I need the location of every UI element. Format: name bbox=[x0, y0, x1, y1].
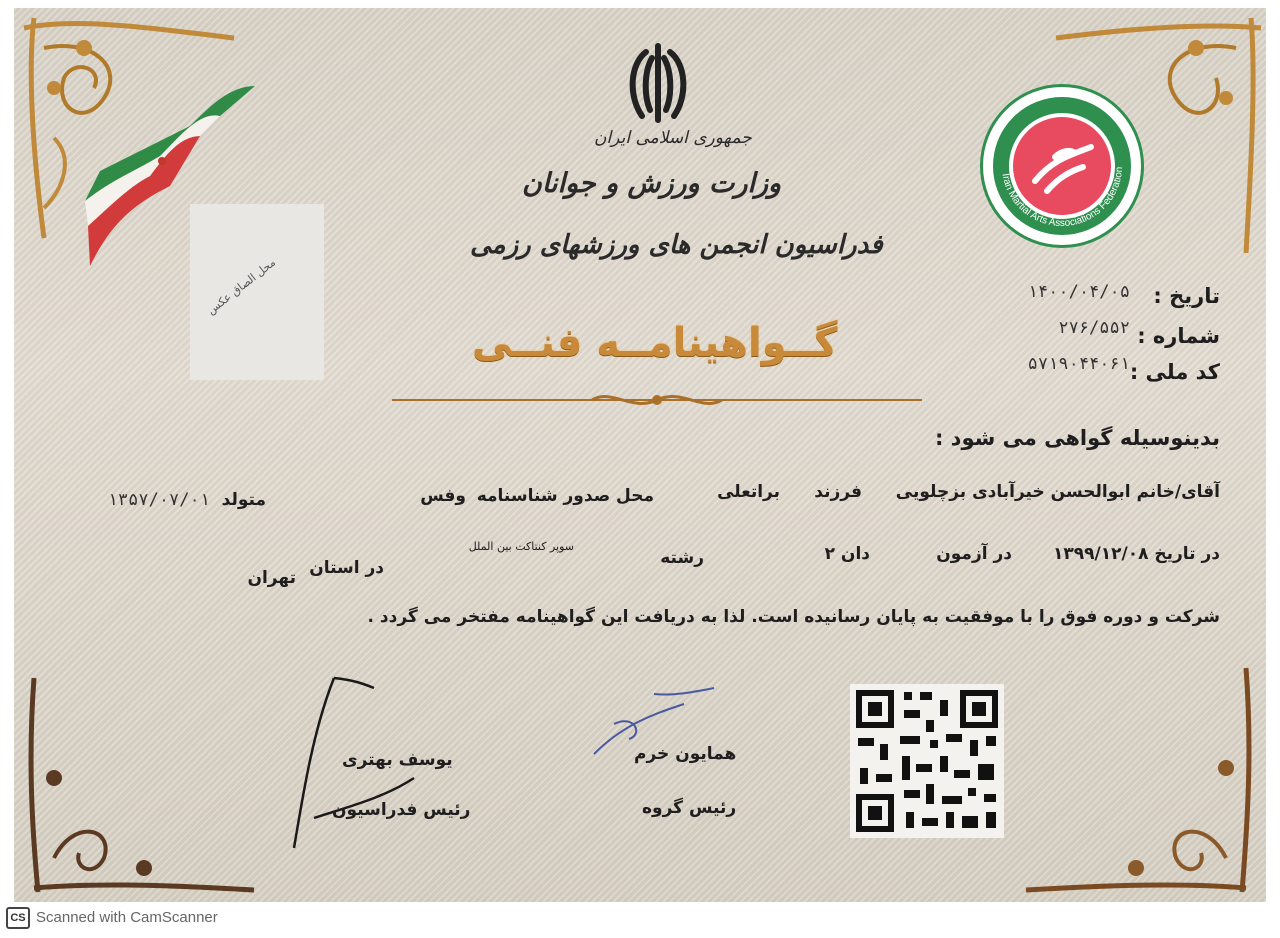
born-value: ۱۳۵۷/۰۷/۰۱ bbox=[107, 490, 210, 510]
father-label: فرزند bbox=[814, 482, 862, 502]
issue-place-label: محل صدور شناسنامه bbox=[476, 486, 654, 506]
certificate-title: گــواهینامــه فنــی bbox=[472, 320, 838, 366]
camscanner-logo-icon: CS bbox=[6, 907, 30, 929]
born-label: متولد bbox=[221, 490, 266, 510]
header-republic: جمهوری اسلامی ایران bbox=[594, 128, 752, 148]
field-value: سوپر کنتاکت بین الملل bbox=[468, 540, 574, 553]
date-value: ۱۴۰۰/۰۴/۰۵ bbox=[1027, 282, 1130, 302]
president-name: یوسف بهتری bbox=[342, 750, 453, 770]
dan-level: دان ۲ bbox=[824, 544, 870, 564]
svg-text:Iran Martial Arts Associations bbox=[1000, 166, 1126, 229]
photo-placeholder-label: محل الصاق عکس bbox=[204, 255, 279, 318]
exam-label: در آزمون bbox=[936, 544, 1012, 564]
certificate-paper bbox=[14, 8, 1266, 902]
completion-statement: شرکت و دوره فوق را با موفقیت به پایان رسانیده است. لذا به دریافت این گواهینامه مفتخر می گردد . bbox=[367, 607, 1220, 627]
title-divider bbox=[392, 388, 922, 412]
number-value: ۲۷۶/۵۵۲ bbox=[1058, 318, 1130, 338]
intro-text: بدینوسیله گواهی می شود : bbox=[934, 426, 1220, 450]
seal-ring-text bbox=[982, 86, 1142, 246]
ornament-bottom-left bbox=[14, 668, 264, 902]
photo-placeholder bbox=[190, 204, 324, 380]
seal-text: Iran Martial Arts Associations Federation bbox=[999, 166, 1126, 230]
province-label: در استان bbox=[309, 558, 384, 578]
field-label: رشته bbox=[660, 548, 704, 568]
president-title: رئیس فدراسیون bbox=[332, 800, 471, 820]
number-label: شماره : bbox=[1137, 324, 1220, 348]
father-value: براتعلی bbox=[717, 482, 780, 502]
national-code-value: ۵۷۱۹۰۴۴۰۶۱ bbox=[1027, 354, 1130, 374]
header-federation: فدراسیون انجمن های ورزشهای رزمی bbox=[470, 230, 883, 260]
holder-name: آقای/خانم ابوالحسن خیرآبادی بزچلویی bbox=[895, 482, 1220, 502]
header-ministry: وزارت ورزش و جوانان bbox=[522, 168, 782, 199]
qr-code bbox=[850, 684, 1004, 838]
iran-emblem-icon bbox=[616, 40, 700, 124]
province-value: تهران bbox=[247, 568, 296, 588]
ornament-bottom-right bbox=[1016, 658, 1266, 902]
national-code-label: کد ملی : bbox=[1129, 360, 1220, 384]
camscanner-text: Scanned with CamScanner bbox=[36, 909, 218, 926]
group-head-title: رئیس گروه bbox=[642, 798, 737, 818]
date-label: تاریخ : bbox=[1153, 284, 1220, 308]
qr-code-icon bbox=[850, 684, 1004, 838]
group-head-name: همایون خرم bbox=[634, 744, 737, 764]
exam-date: در تاریخ ۱۳۹۹/۱۲/۰۸ bbox=[1053, 544, 1220, 564]
issue-place-value: وفس bbox=[420, 486, 466, 506]
